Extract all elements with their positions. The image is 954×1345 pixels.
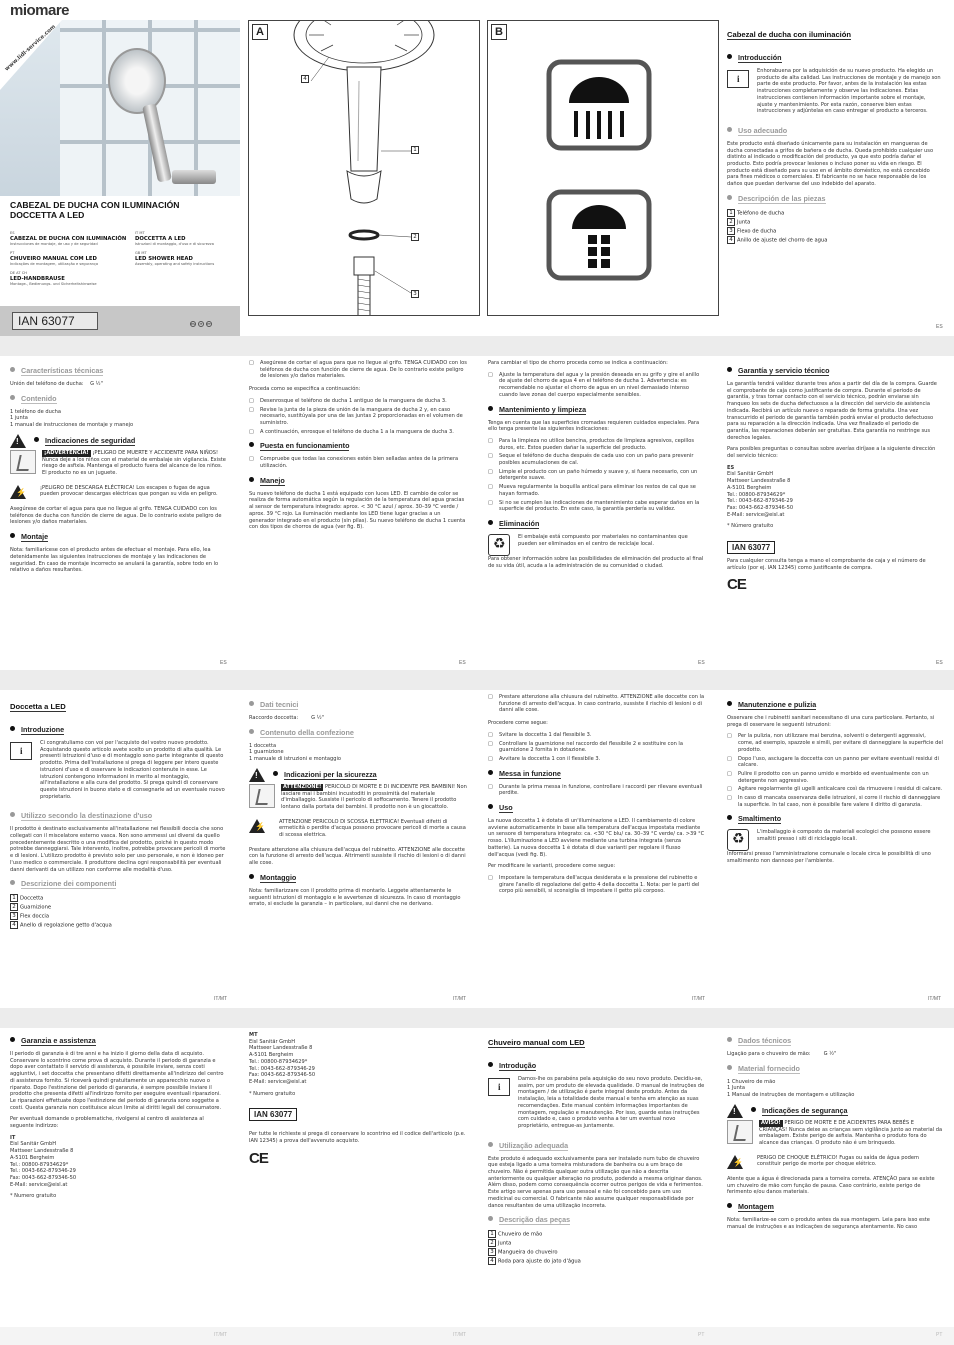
es-ian-box: IAN 63077 xyxy=(727,541,775,554)
es-warranty-heading: Garantía y servicio técnico xyxy=(727,366,943,375)
pt-col-2 xyxy=(727,1030,943,1326)
lang-it: IT MT DOCCETTA A LED Istruzioni di montaggio, d'uso e di sicurezza xyxy=(135,231,214,246)
separator-band-4 xyxy=(0,1327,954,1345)
es-step-2: □ Revise la junta de la pieza de unión de la manguera de ducha 2 y, en caso necesario, sustitúyala por una de las juntas 2 proporcionadas en el volumen de suministro. xyxy=(249,407,467,427)
es-use-text: Este producto está diseñado únicamente para su instalación en mangueras de ducha conectadas a grifos de bañera o de ducha. Queda prohibido cualquier uso distinto al indicado o modificación del producto, ya que esto podría dañar el producto. Esto podría provocar lesiones o incluso poner su vida en riesgo. El producto está diseñado para su uso en el ámbito doméstico, no está concebido para fines médicos o comerciales. El fabricante no se hace responsable de los daños que puedan derivarse del uso indebido del aparato. xyxy=(727,140,934,188)
electric-warning-icon: ⚡ xyxy=(249,819,265,833)
cover-panel xyxy=(0,0,240,336)
pt-safety-heading: ! Indicações de segurança xyxy=(727,1104,943,1118)
it-maint-5: □ In caso di mancata osservanza delle istruzioni, si corre il rischio di danneggiare la superficie. In tal caso, non è possibile fare valere il diritto di garanzia. xyxy=(727,795,943,808)
page-footer-es-2: ES xyxy=(220,660,227,666)
page-footer-es-5: ES xyxy=(936,660,943,666)
es-intro-text: Enhorabuena por la adquisición de su nuevo producto. Ha elegido un producto de alta calidad. Las instrucciones de montaje y de manejo son parte de este producto. Por favor, antes de la instalación lea estas instrucciones completamente y observe las indicaciones. Estas instrucciones contienen información importante sobre el montaje, ajuste y mantenimiento. Por esta razón, conserve bien estas instrucciones y adjúntelas en caso entregar el producto a terceros. xyxy=(757,68,941,115)
es-mount-text: Nota: familiarícese con el producto antes de efectuar el montaje. Para ello, lea detenidamente las siguientes instrucciones de montaje y las indicaciones de seguridad. En caso de montaje incorrecto se anulará la garantía, sobre todo en lo relativo a daños resultantes. xyxy=(10,547,219,574)
mt-free-note: * Numero gratuito xyxy=(249,1090,296,1097)
es-warranty-contact: Para posibles preguntas o consultas sobre averías diríjase a la siguiente dirección del servicio técnico: xyxy=(727,446,936,460)
info-book-icon xyxy=(10,742,32,760)
it-contents-list: 1 doccetta 1 guarnizione 1 manuale di istruzioni e montaggio xyxy=(249,742,341,763)
electric-warning-icon: ⚡ xyxy=(727,1155,743,1169)
recycle-icon xyxy=(727,829,749,851)
shower-bracket-photo xyxy=(172,170,216,184)
it-warranty-text: Il periodo di garanzia è di tre anni e ha inizio il giorno della data di acquisto. Conservare lo scontrino come prova di acquisto. Durante il periodo di garanzia e dopo aver contattato il servizio di assistenza, è possibile inviare, senza costi aggiuntivi, i set doccetta che presentano difetti direttamente all'indirizzo del centro di assistenza fornito. Si riceverà quindi gratuitamente un apparecchio nuovo o riparato. Dopo l'estinzione del periodo di garanzia, è sempre possibile inviare il prodotto che presenta difetti all'indirizzo fornito per eseguire eventuali riparazioni. Le riparazioni effettuate dopo l'estinzione del periodo di garanzia sono soggette a costi. Questa garanzia non costituisce alcun limite ai diritti legali del consumatore. xyxy=(10,1051,224,1111)
it-startup-heading: Messa in funzione xyxy=(488,769,706,778)
es-disposal-heading: Eliminación xyxy=(488,519,706,528)
it-part-4: 4 Anello di regolazione getto d'acqua xyxy=(10,921,228,930)
it-part-2: 2 Guarnizione xyxy=(10,903,228,912)
es-contents-list: 1 teléfono de ducha 1 junta 1 manual de instrucciones de montaje y manejo xyxy=(10,408,134,429)
cover-title: CABEZAL DE DUCHA CON ILUMINACIÓN DOCCETTA A LED xyxy=(10,200,180,220)
it-col-1 xyxy=(10,694,228,992)
pt-part-3: 3 Mangueira do chuveiro xyxy=(488,1248,706,1257)
separator-band-1 xyxy=(0,336,954,356)
es-parts-heading: Descripción de las piezas xyxy=(727,194,941,203)
flag-it: IT xyxy=(199,322,203,326)
it-step-1: □ Svitare la doccetta 1 dal flessibile 3. xyxy=(488,732,706,739)
spray-mode-massage-icon xyxy=(546,189,652,281)
it-disposal-text-2: Informarsi presso l'amministrazione comunale o locale circa le possibilità di uno smaltimento non dannoso per l'ambiente. xyxy=(727,851,931,865)
pt-product-title: Chuveiro manual com LED xyxy=(488,1038,585,1047)
separator-band-2 xyxy=(0,670,954,690)
shower-head-photo xyxy=(108,48,166,114)
pt-contents-heading: Material fornecido xyxy=(727,1064,943,1073)
it-use-op-heading: Uso xyxy=(488,803,706,812)
it-step-3: □ Avvitare la doccetta 1 con il flessibile 3. xyxy=(488,756,706,763)
es-step-1: □ Desenrosque el teléfono de ducha 1 antiguo de la manguera de ducha 3. xyxy=(249,398,467,405)
it-disposal-text: L'imballaggio è composto da materiali ecologici che possono essere smaltiti presso i siti di riciclaggio locali. xyxy=(757,829,931,843)
lang-pt: PT CHUVEIRO MANUAL COM LED Indicações de montagem, utilização e segurança xyxy=(10,251,99,266)
page-footer-it-1: IT/MT xyxy=(214,996,228,1002)
it-warranty-heading: Garanzia e assistenza xyxy=(10,1036,228,1045)
child-warning-icon xyxy=(249,784,275,808)
page-footer-es-4: ES xyxy=(698,660,705,666)
electric-warning-icon: ⚡ xyxy=(10,485,26,499)
es-free-note: * Número gratuito xyxy=(727,523,774,530)
es-col-4 xyxy=(727,360,943,650)
es-part-4: 4 Anillo de ajuste del chorro de agua xyxy=(727,236,941,245)
pt-col-1 xyxy=(488,1030,706,1326)
pt-intro-heading: Introdução xyxy=(488,1061,706,1070)
it-step-2: □ Controllare la guarnizione nel raccordo del flessibile 2 e sostituire con la guarnizione 2 fornita in dotazione. xyxy=(488,741,706,754)
es-col-3 xyxy=(488,360,706,650)
website-label: www.lidl-service.com xyxy=(4,23,57,73)
recycle-icon xyxy=(488,534,510,556)
es-product-title: Cabezal de ducha con iluminación xyxy=(727,30,852,39)
info-book-icon xyxy=(727,70,749,88)
it-free-note: * Numero gratuito xyxy=(10,1193,57,1200)
figure-a-label: A xyxy=(252,24,268,40)
pt-tech-heading: Dados técnicos xyxy=(727,1036,943,1045)
es-startup-heading: Puesta en funcionamiento xyxy=(249,441,467,450)
figure-a-panel xyxy=(248,20,480,316)
brand-logo: miomare xyxy=(10,2,70,19)
separator-band-3 xyxy=(0,1008,954,1028)
es-intro-column xyxy=(727,22,941,322)
it-water-note: □ Prestare attenzione alla chiusura del rubinetto. ATTENZIONE alle doccette con la funzione di arresto dell'acqua. In caso contrario, sussiste il rischio di lesioni o di danni alle cose. xyxy=(488,694,706,714)
it-part-3: 3 Flex doccia xyxy=(10,912,228,921)
cover-photo xyxy=(0,20,240,196)
it-variant-step: □ Impostare la temperatura dell'acqua desiderata e la pressione del rubinetto e girare l'anello di regolazione del getto 4 della doccetta 1. Nota: per le parti del corpo più sensibili, si sconsiglia di impostare il getto più corposo. xyxy=(488,875,706,895)
es-part-1: 1 Teléfono de ducha xyxy=(727,209,941,218)
es-warranty-text: La garantía tendrá validez durante tres años a partir del día de la compra. Guarde el comprobante de caja como justificante de compra. Durante el periodo de garantía, y tras tomar contacto con el servicio técnico, podrán enviarse sin franqueo los sets de ducha defectuosos a la dirección del servicio de asistencia indicada. Recibirá un artículo nuevo o reparado de forma gratuita. Una vez transcurrido el periodo de garantía también podrá enviar el producto defectuoso para su reparación a la dirección indicada. Una vez finalizado el periodo de garantía, las reparaciones deberán ser gratuitas. Esta garantía no restringe sus derechos legales. xyxy=(727,381,937,441)
es-warning-water: Asegúrese de cortar el agua para que no llegue al grifo. TENGA CUIDADO con los teléfonos de ducha con función de cierre de agua. De lo contrario existe peligro de lesiones y/o daños materiales. xyxy=(10,506,222,526)
it-use-op-text: La nuova doccetta 1 è dotata di un'illuminazione a LED. Il cambiamento di colore avviene automaticamente in base alla temperatura dell'acqua impostata mediante un sensore di temperatura integrato: ca. <30 °C blu/ ca. 30–39 °C verde/ ca. >39 °C rosso. L'illuminazione a LED avviene mediante una turbina integrata (senza batterie). La nuova doccetta 1 è dotata di due varianti per regolare il flusso dell'acqua (vedi fig. B). xyxy=(488,818,705,858)
mt-col xyxy=(249,1032,467,1326)
it-intro-heading: Introduzione xyxy=(10,725,228,734)
es-disposal-text-2: Para obtener información sobre las posibilidades de eliminación del producto al final de su vida útil, acuda a la administración de su comunidad o ciudad. xyxy=(488,555,704,569)
pt-warning-water: Atente que a água é direcionada para a torneira correta. ATENÇÃO para se existe um chuveiro de mão com função de pausa. Caso contrário, existe perigo de ferimento e/ou danos materiais. xyxy=(727,1176,935,1196)
shower-diagram xyxy=(249,21,479,315)
it-use-heading: Utilizzo secondo la destinazione d'uso xyxy=(10,811,228,820)
flag-es: ES xyxy=(191,322,195,326)
pt-use-heading: Utilização adequada xyxy=(488,1141,706,1150)
warning-triangle-icon: ! xyxy=(249,768,265,782)
mt-ian-note: Per tutte le richieste si prega di conservare lo scontrino ed il codice dell'articolo (p.e. IAN 12345) a prova dell'avvenuto acquisto. xyxy=(249,1131,466,1145)
mt-ian-box: IAN 63077 xyxy=(249,1108,297,1121)
lang-es: ES CABEZAL DE DUCHA CON ILUMINACIÓN Instrucciones de montaje, de uso y de seguridad xyxy=(10,231,127,246)
figure-b-panel xyxy=(487,20,719,316)
it-warranty-contact: Per eventuali domande o problematiche, rivolgersi al centro di assistenza al seguente indirizzo: xyxy=(10,1116,204,1130)
lang-gb: GB MT LED SHOWER HEAD Assembly, operating and safety instructions xyxy=(135,251,215,266)
it-use-text: Il prodotto è destinato esclusivamente all'installazione nei flessibili doccia che sono collegati con il miscelatore esterno vasca. Non sono ammessi usi diversi da quello precedentemente descritto o una modifica del prodotto, poiché in questo modo potrebbe danneggiarsi. Tale intervento, inoltre, potrebbe provocare pericoli di morte e di lesioni. L'utilizzo prodotto è previsto solo per uso personale, e non è idoneo per l'uso medico o commerciale. Il produttore declina ogni responsabilità per eventuali danni derivanti da un utilizzo non conforme alle modalità d'uso. xyxy=(10,826,226,873)
language-list xyxy=(10,229,235,287)
it-maint-4: □ Agitare regolarmente gli ugelli anticalcare così da rimuovere i residui di calcare. xyxy=(727,786,943,793)
it-maint-2: □ Dopo l'uso, asciugare la doccetta con un panno per evitare eventuali residui di calcare. xyxy=(727,756,943,769)
es-maint-heading: Mantenimiento y limpieza xyxy=(488,405,706,414)
warning-triangle-icon: ! xyxy=(727,1104,743,1118)
pt-warning-electric: PERIGO DE CHOQUE ELÉTRICO! Fugas ou saída de água podem constituir perigo de morte por choque elétrico. xyxy=(757,1154,919,1168)
es-contents-heading: Contenido xyxy=(10,394,228,403)
it-col-4 xyxy=(727,694,943,992)
es-tech-row: Unión del teléfono de ducha: G ½" xyxy=(10,381,103,387)
ce-mark-icon: CE xyxy=(727,576,746,594)
it-warning-water: Prestare attenzione alla chiusura dell'acqua del rubinetto. ATTENZIONE alle doccette con la funzione di arresto dell'acqua. Altrimenti sussiste il rischio di lesioni o di danni alle cose. xyxy=(249,846,466,867)
it-col-3 xyxy=(488,694,706,992)
es-col-2 xyxy=(249,360,467,650)
es-tech-heading: Características técnicas xyxy=(10,366,228,375)
es-col-1 xyxy=(10,360,228,650)
mt-address: MT Eisl Sanitär GmbH Mattseer Landesstraße 8 A-5101 Bergheim Tel.: 00800-87934629* Tel.: 0043-662-879346-29 Fax: 0043-662-879346-50 E-Mail: service@eisl.at xyxy=(249,1032,316,1085)
es-part-2: 2 Junta xyxy=(727,218,941,227)
es-proceed-label: Proceda como se especifica a continuación: xyxy=(249,386,361,393)
es-maint-text: Tenga en cuenta que las superficies cromadas requieren cuidados especiales. Para ello tenga presente las siguientes indicaciones: xyxy=(488,419,700,433)
es-address: ES Eisl Sanitär GmbH Mattseer Landesstraße 8 A-5101 Bergheim Tel.: 00800-87934629* Tel.: 0043-662-879346-29 Fax: 0043-662-879346-50 E-Mail: service@eisl.at xyxy=(727,464,794,518)
part-callout-4: 4 xyxy=(301,75,309,83)
es-spray-step: □ Ajuste la temperatura del agua y la presión deseada en su grifo y gire el anillo de ajuste del chorro de agua 4 en el teléfono de ducha 1. Advertencia: es recomendable no ajustar el chorro de agua en un nivel demasiado intenso cuando lave zonas del cuerpo especialmente sensibles. xyxy=(488,372,706,399)
es-safety-heading: ! Indicaciones de seguridad xyxy=(10,434,228,448)
it-variant-label: Per modificare le varianti, procedere come segue: xyxy=(488,863,616,870)
es-maint-2: □ Seque el teléfono de ducha después de cada uso con un paño para prevenir posibles acumulaciones de cal. xyxy=(488,453,706,466)
part-callout-1: 1 xyxy=(411,146,419,154)
lang-de: DE AT CH LED-HANDBRAUSE Montage-, Bedienungs- und Sicherheitshinweise xyxy=(10,271,97,286)
it-disposal-heading: Smaltimento xyxy=(727,814,943,823)
it-tech-heading: Dati tecnici xyxy=(249,700,467,709)
pt-contents-list: 1 Chuveiro de mão 1 Junta 1 Manual de instruções de montagem e utilização xyxy=(727,1078,855,1099)
pt-parts-heading: Descrição das peças xyxy=(488,1215,706,1224)
es-disposal-text: El embalaje está compuesto por materiales no contaminantes que pueden ser eliminados en el centro de reciclaje local. xyxy=(518,533,688,547)
it-maint-1: □ Per la pulizia, non utilizzare mai benzina, solventi o detergenti aggressivi, come, ad esempio, spazzole e simili, per evitare di danneggiare la superficie del prodotto. xyxy=(727,733,943,753)
es-use-heading: Uso adecuado xyxy=(727,126,941,135)
page-footer-it-2: IT/MT xyxy=(453,996,467,1002)
flag-pt: PT xyxy=(207,322,211,326)
it-startup-text: □ Durante la prima messa in funzione, controllare i raccordi per rilevare eventuali perdite. xyxy=(488,784,706,797)
page-footer-it-3: IT/MT xyxy=(692,996,706,1002)
page-footer-es-3: ES xyxy=(459,660,466,666)
it-address: IT Eisl Sanitär GmbH Mattseer Landesstraße 8 A-5101 Bergheim Tel.: 00800-87934629* Tel.: 0043-662-879346-29 Fax: 0043-662-879346-50 E-Mail: service@eisl.at xyxy=(10,1134,77,1188)
page-footer-es-1: ES xyxy=(936,324,943,330)
es-mount-heading: Montaje xyxy=(10,532,228,541)
part-callout-2: 2 xyxy=(411,233,419,241)
part-callout-3: 3 xyxy=(411,290,419,298)
it-col-5 xyxy=(10,1030,228,1326)
it-tech-row: Raccordo doccetta: G ½" xyxy=(249,715,324,721)
it-safety-heading: ! Indicazioni per la sicurezza xyxy=(249,768,467,782)
pt-part-2: 2 Junta xyxy=(488,1239,706,1248)
it-maint-text: Osservare che i rubinetti sanitari necessitano di una cura particolare. Pertanto, si prega di osservare le seguenti istruzioni: xyxy=(727,715,935,728)
it-maint-heading: Manutenzione e pulizia xyxy=(727,700,943,709)
pt-intro-text: Damos-lhe os parabéns pela aquisição do seu novo produto. Decidiu-se, assim, por um produto de elevada qualidade. O manual de instruções de montagem / de utilização é parte integral deste produto. Antes da instalação, leia a totalidade deste manual e tenha em atenção as suas recomendações. Este manual contém informações importantes de montagem, regulação e manutenção. Por isso, guarde estas instruções com cuidado e, caso o produto venha a ter um eventual novo proprietário, entregue-as juntamente. xyxy=(518,1076,705,1129)
it-product-title: Doccetta a LED xyxy=(10,702,66,711)
pt-warning-children: AVISO! PERIGO DE MORTE E DE ACIDENTES PARA BEBÉS E CRIANÇAS! Nunca deixe as crianças sem vigilância junto ao material da embalagem. Existe perigo de asfixia. Mantenha o produto fora do alcance das crianças. O produto não é um brinquedo. xyxy=(759,1119,943,1146)
it-mount-heading: Montaggio xyxy=(249,873,467,882)
es-operation-text: Su nuevo teléfono de ducha 1 está equipado con luces LED. El cambio de color se realiza de forma automática según la regulación de la temperatura del agua gracias al sensor de temperatura integrado: aprox. < 30 °C azul / aprox. 30–39 °C verde / aprox. 39 °C rojo. La iluminación mediante los LED tiene lugar gracias a un generador integrado en el producto (sin pilas). Su nuevo teléfono de ducha 1 cuenta con dos tipos de chorros de agua (ver fig. B). xyxy=(249,490,466,531)
child-warning-icon xyxy=(10,450,36,474)
child-warning-icon xyxy=(727,1120,753,1144)
pt-mount-heading: Montagem xyxy=(727,1202,943,1211)
es-warning-children: ¡ADVERTENCIA! ¡PELIGRO DE MUERTE Y ACCIDENTE PARA NIÑOS! Nunca deje a los niños con el material de embalaje sin vigilancia. Existe riesgo de asfixia. Mantenga el producto fuera del alcance de los niños. El producto no es un juguete. xyxy=(42,449,226,476)
es-maint-5: □ Si no se cumplen las indicaciones de mantenimiento cabe esperar daños en la superficie del producto. En este caso, la garantía perdería su validez. xyxy=(488,500,706,513)
it-warning-electric: ATTENZIONE PERICOLO DI SCOSSA ELETTRICA! Eventuali difetti di ermeticità o perdite d'acqua possono provocare pericoli di morte a causa di scossa elettrica. xyxy=(279,818,466,839)
it-proceed-label: Procedere come segue: xyxy=(488,720,548,727)
es-maint-1: □ Para la limpieza no utilice bencina, productos de limpieza agresivos, cepillos duros, etc. Estos pueden dañar la superficie del producto. xyxy=(488,438,706,451)
es-step-3: □ A continuación, enrosque el teléfono de ducha 1 a la manguera de ducha 3. xyxy=(249,429,467,436)
pt-part-1: 1 Chuveiro de mão xyxy=(488,1230,706,1239)
es-maint-4: □ Mueva regularmente la boquilla antical para eliminar los restos de cal que se hayan formado. xyxy=(488,484,706,497)
cover-flags xyxy=(190,321,214,327)
pt-use-text: Este produto é adequado exclusivamente para ser instalado num tubo de chuveiro que esteja ligado a uma torneira misturadora de banheira ou a um braço de chuveiro. Não é permitida qualquer outra utilização que não a descrita anteriormente ou qualquer alteração no produto, podendo a mesma originar danos. Além disso, podem como consequência ocorrer outros perigos de vida e ferimentos. Este artigo serve apenas para uso pessoal e não foi concebido para um uso medicinal ou comercial. O fabricante não assume qualquer responsabilidade por danos resultantes de uma utilização incorreta. xyxy=(488,1155,703,1209)
pt-tech-row: Ligação para o chuveiro de mão: G ½" xyxy=(727,1051,837,1057)
it-part-1: 1 Doccetta xyxy=(10,894,228,903)
it-intro-text: Ci congratuliamo con voi per l'acquisto del vostro nuovo prodotto. Acquistando questo articolo avete scelto un prodotto di alta qualità. Le presenti istruzioni d'uso e di montaggio sono parte integrante di questo prodotto. Prima dell'installazione si prega di leggere per intero queste istruzioni d'uso e di osservare le indicazioni contenute in esse. Le istruzioni contengono informazioni in merito al montaggio, all'installazione e alla cura del prodotto. Si prega quindi di conservare queste istruzioni in buono stato e di consegnarle ad un eventuale nuovo proprietario. xyxy=(40,740,225,800)
pt-mount-text: Nota: familiarize-se com o produto antes da sua montagem. Leia para isso este manual de instruções e as indicações de segurança atentamente. No caso xyxy=(727,1217,930,1230)
info-book-icon xyxy=(488,1078,510,1096)
es-water-note: □ Asegúrese de cortar el agua para que no llegue al grifo. TENGA CUIDADO con los teléfonos de ducha con función de cierre de agua. De lo contrario existe peligro de lesiones y/o daños materiales. xyxy=(249,360,467,380)
page-footer-it-4: IT/MT xyxy=(928,996,942,1002)
es-startup-text: □ Compruebe que todas las conexiones estén bien selladas antes de la primera utilización. xyxy=(249,456,467,469)
es-maint-3: □ Limpie el producto con un paño húmedo y suave y, si fuera necesario, con un detergente suave. xyxy=(488,469,706,482)
figure-b-label: B xyxy=(491,24,507,40)
ian-box: IAN 63077 xyxy=(12,312,98,330)
es-warning-electric: ¡PELIGRO DE DESCARGA ELÉCTRICA! Los escapes o fugas de agua pueden provocar descargas eléctricas que pongan su vida en peligro. xyxy=(40,484,218,498)
it-col-2 xyxy=(249,694,467,992)
it-warning-children: ATTENZIONE! PERICOLO DI MORTE E DI INCIDENTE PER BAMBINI! Non lasciare mai i bambini incustoditi in prossimità del materiale d'imballaggio. Sussiste il pericolo di soffocamento. Tenere il prodotto lontano dalla portata dei bambini. Il prodotto non è un giocattolo. xyxy=(281,783,467,810)
es-ian-note: Para cualquier consulta tenga a mano el comprobante de caja y el número de artículo (por ej. IAN 12345) como justificante de compra. xyxy=(727,558,926,571)
it-mount-text: Nota: familiarizzare con il prodotto prima di montarlo. Leggete attentamente le seguenti istruzioni di montaggio e le avvertenze di sicurezza. In caso di montaggio errato, si esclude la garanzia – in particolare, sui danni che ne derivano. xyxy=(249,887,461,908)
warning-triangle-icon: ! xyxy=(10,434,26,448)
ce-mark-icon: CE xyxy=(249,1149,268,1167)
it-contents-heading: Contenuto della confezione xyxy=(249,728,467,737)
es-operation-heading: Manejo xyxy=(249,476,467,485)
spray-mode-rain-icon xyxy=(546,59,652,151)
pt-part-4: 4 Roda para ajuste do jato d'água xyxy=(488,1257,706,1266)
es-intro-heading: Introducción xyxy=(727,53,941,62)
it-maint-3: □ Pulire il prodotto con un panno umido e morbido ed eventualmente con un detergente non aggressivo. xyxy=(727,771,943,784)
es-spray-change-label: Para cambiar el tipo de chorro proceda como se indica a continuación: xyxy=(488,360,668,366)
es-part-3: 3 Flexo de ducha xyxy=(727,227,941,236)
it-parts-heading: Descrizione dei componenti xyxy=(10,879,228,888)
